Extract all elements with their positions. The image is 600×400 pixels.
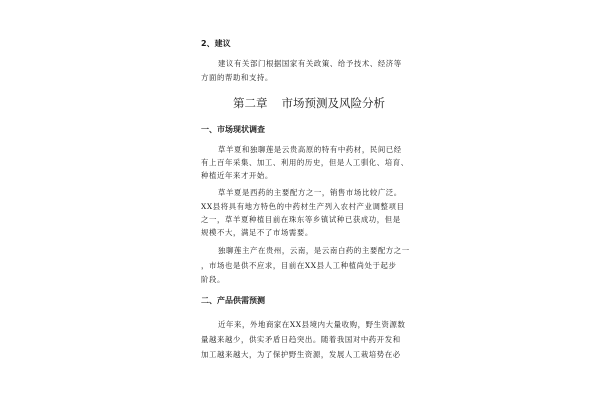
paragraph-line: ，市场也是供不应求，目前在XX县人工种植尚处于起步 (201, 261, 397, 270)
paragraph-line: XX县将具有地方特色的中药材生产列入农村产业调整项目 (201, 202, 405, 211)
chapter-name: 市场预测及风险分析 (281, 96, 385, 110)
chapter-title (233, 95, 385, 111)
section-heading-suggestions: 2、建议 (201, 39, 231, 48)
paragraph-line: 有上百年采集、加工、利用的历史，但是人工驯化、培育、 (201, 158, 409, 167)
paragraph-line: 建议有关部门根据国家有关政策、给予技术、经济等 (218, 59, 402, 68)
paragraph-line: 种植近年来才开始。 (201, 171, 273, 180)
paragraph-line: 之一，草羊夏种植目前在珠东等乡镇试种已获成功，但是 (201, 215, 401, 224)
section-heading-supply-demand: 二、产品供需预测 (201, 296, 265, 305)
chapter-number: 第二章 (233, 96, 268, 110)
paragraph-line: 方面的帮助和支持。 (201, 73, 273, 82)
paragraph-line: 阶段。 (201, 275, 225, 284)
paragraph-line: 规模不大，满足不了市场需要。 (201, 228, 313, 237)
paragraph-line: 草羊夏是西药的主要配方之一，销售市场比较广泛。 (218, 188, 402, 197)
paragraph-line: 量越来越少，供实矛盾日趋突出。随着我国对中药开发和 (201, 335, 401, 344)
section-heading-market-survey: 一、市场现状调查 (201, 125, 265, 134)
paragraph-line: 加工越来越大，为了保护野生资源，发展人工栽培势在必 (201, 350, 401, 359)
paragraph-line: 草羊夏和独聊莲是云贵高原的特有中药材，民间已经 (218, 145, 402, 154)
paragraph-line: 独聊莲主产在贵州，云南，是云南白药的主要配方之一 (218, 246, 410, 255)
paragraph-line: 近年来，外地商家在XX县境内大量收购，野生资源数 (218, 320, 406, 329)
